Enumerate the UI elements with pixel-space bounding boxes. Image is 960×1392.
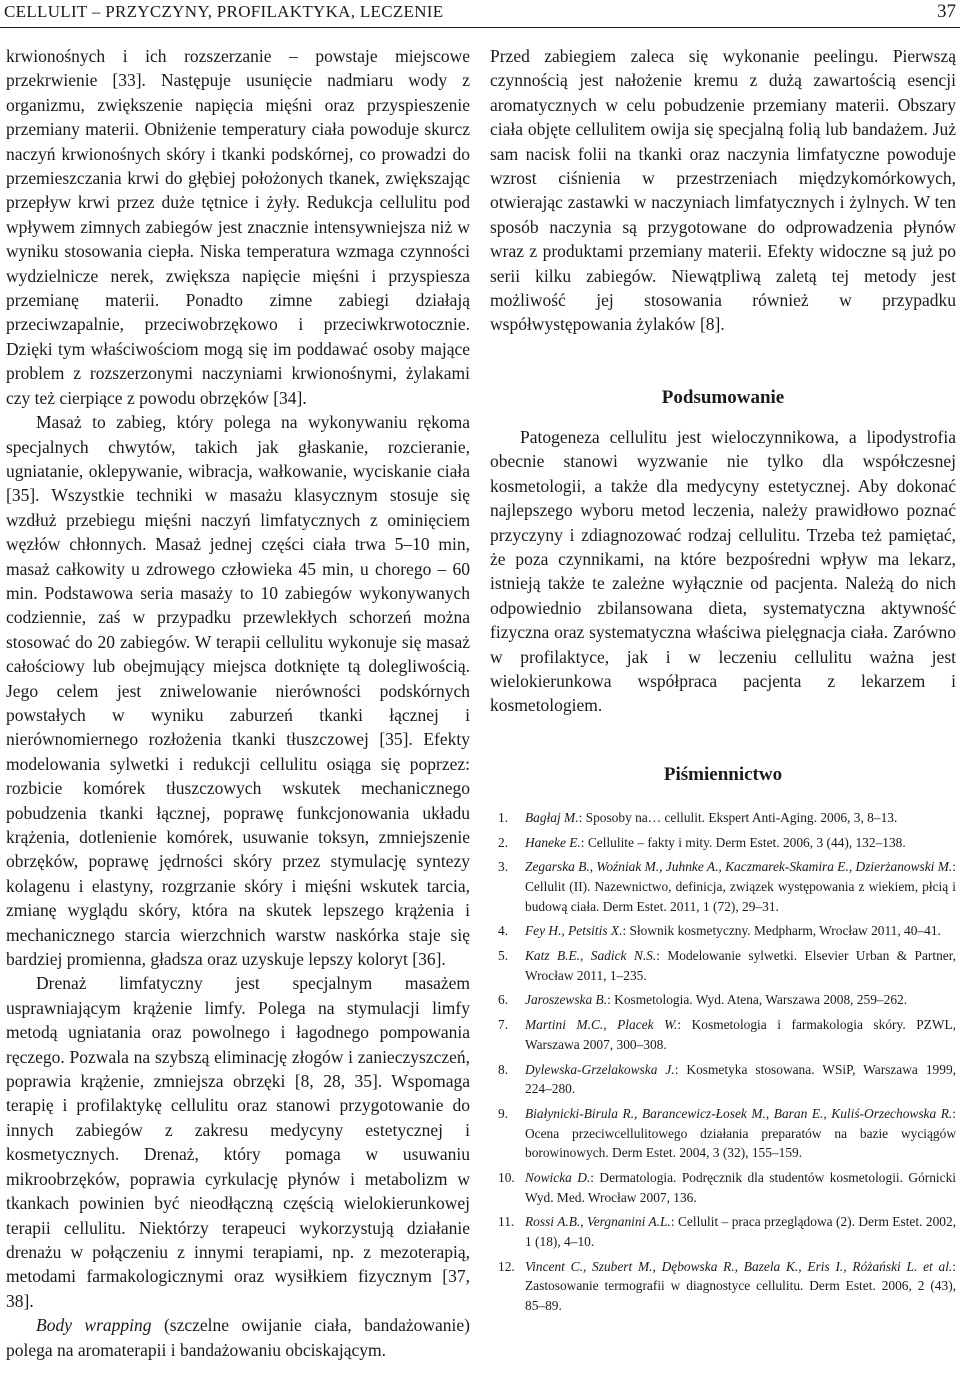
reference-item [490, 1257, 956, 1316]
reference-authors: Dylewska-Grzelakowska J. [525, 1061, 675, 1077]
reference-authors: Vincent C., Szubert M., Dębowska R., Bazela K., Eris I., Różański L. et al. [525, 1258, 953, 1274]
left-column [6, 44, 470, 1362]
right-column [490, 44, 956, 1321]
reference-authors: Rossi A.B., Vergnanini A.L. [525, 1214, 671, 1230]
reference-number: 5. [498, 948, 509, 964]
reference-number: 10. [498, 1169, 515, 1185]
paragraph-lymph-drainage: Drenaż limfatyczny jest specjalnym masażem usprawniającym krążenie limfy. Polega na stymulacji limfy metodą ugniatania oraz powolnego i łagodnego pompowania ręczego. Pozwala na szybszą eliminację złogów i zanieczyszczeń, poprawia krążenie, zmniejsza obrzęki [8, 28, 35]. Wspomaga terapię i profilaktykę cellulitu oraz stanowi przygotowanie do innych zabiegów z zakresu medycyny estetycznej i kosmetycznych. Drenaż, który pomaga w usuwaniu mikroobrzęków, poprawia cyrkulację płynów i metabolizm w tkankach powinien być nieodłączną częścią wielokierunkowej terapii cellulitu. Niektórzy terapeuci wykorzystują działanie drenażu w połączeniu z innymi terapiami, np. z mezoterapią, metodami farmakologicznymi oraz wysiłkiem fizycznym [37, 38]. [6, 973, 470, 1311]
page-number: 37 [937, 1, 956, 22]
reference-authors: Katz B.E., Sadick N.S. [525, 948, 657, 964]
reference-authors: Białynicki-Birula R., Barancewicz-Łosek M., Baran E., Kuliś-Orzechowska R. [525, 1105, 953, 1121]
reference-authors: Martini M.C., Placek W. [525, 1017, 678, 1033]
reference-item [490, 808, 956, 828]
reference-text: : Ocena przeciwcellulitowego działania preparatów na bazie wyciągów borowinowych. Derm Estet. 2004, 3 (32), 155–159. [525, 1105, 956, 1161]
reference-number: 4. [498, 923, 509, 939]
reference-text: : Kosmetologia. Wyd. Atena, Warszawa 2008, 259–262. [607, 992, 908, 1008]
references-heading: Piśmiennictwo [663, 763, 783, 785]
reference-item [490, 1104, 956, 1163]
paragraph-massage: Masaż to zabieg, który polega na wykonywaniu rękoma specjalnych chwytów, takich jak głaskanie, rozcieranie, ugniatanie, oklepywanie, wibracja, wałkowanie, wyciskanie ciała [35]. Wszystkie techniki w masażu klasycznym stosuje się wzdłuż przebiegu mięśni naczyń limfatycznych z ominięciem węzłów chłonnych. Masaż jednej części ciała trwa 5–10 min, masaż całkowity u zdrowego człowieka 45 min, u chorego – 60 min. Podstawowa seria masaży to 10 zabiegów wykonywanych codziennie, zaś w przypadku przewlekłych schorzeń można stosować do 20 zabiegów. W terapii cellulitu wykonuje się masaż całościowy lub obejmujący miejsca dotknięte tą dolegliwością. Jego celem jest zniwelowanie nierówności podskórnych powstałych w wyniku zaburzeń tkanki łącznej i nierównomiernego rozłożenia tkanki tłuszczowej [35]. Efekty modelowania sylwetki i redukcji cellulitu osiąga się poprzez: rozbicie komórek tłuszczowych wskutek mechanicznego pobudzenia tkanki łącznej, poprawę funkcjonowania układu krążenia, dotlenienie komórek, usuwanie toksyn, zmniejszenie obrzęków, poprawę jędrności skóry przez stymulację syntezy kolagenu i elastyny, rozgrzanie skóry i mięśni wskutek tarcia, zmianę wyglądu skóry, która na skutek lepszego krążenia i mechanicznego starcia wierzchnich warstw naskórka staje się bardziej promienna, gładsza oraz uzyskuje lepszy koloryt [36]. [6, 412, 470, 970]
reference-number: 6. [498, 992, 509, 1008]
paragraph-wrapping-procedure: Przed zabiegiem zaleca się wykonanie peelingu. Pierwszą czynnością jest nałożenie kremu z dużą zawartością esencji aromatycznych w celu pobudzenie przemiany materii. Obszary ciała objęte cellulitem owija się specjalną folią lub bandażem. Już sam nacisk folii na tkanki oraz naczynia limfatyczne powoduje wzrost ciśnienia w przestrzeniach międzykomórkowych, otwierając zastawki w naczyniach limfatycznych i żylnych. W ten sposób naczynia są przygotowane do odprowadzenia płynów wraz z produktami przemiany materii. Efekty widoczne są już po serii kilku zabiegów. Niewątpliwą zaletą tej metody jest możliwość jej stosowania również w przypadku współwystępowania żylaków [8]. [490, 46, 956, 335]
reference-authors: Fey H., Petsitis X. [525, 923, 623, 939]
reference-item [490, 990, 956, 1010]
reference-text: : Modelowanie sylwetki. Elsevier Urban & Partner, Wrocław 2011, 1–235. [525, 948, 956, 983]
reference-number: 9. [498, 1105, 509, 1121]
reference-number: 8. [498, 1061, 509, 1077]
running-header [0, 0, 960, 28]
reference-item [490, 1060, 956, 1099]
body-wrapping-text: (szczelne owijanie ciała, bandażowanie) polega na aromaterapii i bandażowaniu obciskającym. [6, 1315, 470, 1360]
reference-item [490, 833, 956, 853]
reference-number: 2. [498, 834, 509, 850]
reference-text: : Cellulit – praca przeglądowa (2). Derm Estet. 2002, 1 (18), 4–10. [525, 1214, 956, 1249]
reference-authors: Jaroszewska B. [525, 992, 608, 1008]
reference-number: 1. [498, 809, 509, 825]
reference-item [490, 1212, 956, 1251]
reference-text: : Sposoby na… cellulit. Ekspert Anti-Aging. 2006, 3, 8–13. [578, 809, 898, 825]
summary-heading: Podsumowanie [661, 386, 785, 408]
reference-item [490, 1168, 956, 1207]
reference-text: : Kosmetyka stosowana. WSiP, Warszawa 1999, 224–280. [525, 1061, 956, 1097]
reference-text: : Dermatologia. Podręcznik dla studentów kosmetologii. Górnicki Wyd. Med. Wrocław 2007, 136. [525, 1169, 956, 1205]
reference-item [490, 857, 956, 916]
reference-text: : Zastosowanie termografii w diagnostyce cellulitu. Derm Estet. 2006, 2 (43), 85–89. [525, 1258, 956, 1313]
reference-item [490, 946, 956, 985]
references-list [490, 808, 956, 1316]
reference-number: 12. [498, 1258, 515, 1274]
reference-number: 3. [498, 859, 509, 875]
paragraph-body-wrapping [6, 1313, 470, 1362]
summary-paragraph: Patogeneza cellulitu jest wieloczynnikowa, a lipodystrofia obecnie stanowi wyzwanie nie tylko dla współczesnej kosmetologii, a także dla medycyny estetycznej. Aby dokonać najlepszego wyboru metod leczenia, należy prawidłowo poznać przyczyny i zdiagnozować rodzaj cellulitu. Trzeba też pamiętać, że poza czynnikami, na które bezpośredni wpływ ma lekarz, istnieją także te zależne wyłącznie od pacjenta. Należą do nich odpowiednio zbilansowana dieta, systematyczna aktywność fizyczna oraz systematyczna właściwa pielęgnacja ciała. Zarówno w profilaktyce, jak i w leczeniu cellulitu ważna jest wielokierunkowa współpraca pacjenta z lekarzem i kosmetologiem. [490, 426, 956, 716]
reference-authors: Zegarska B., Woźniak M., Juhnke A., Kaczmarek-Skamira E., Dzierżanowski M. [525, 859, 953, 875]
reference-text: : Cellulit (II). Nazewnictwo, definicja, związek występowania z wiekiem, płcią i budową ciała. Derm Estet. 2011, 1 (72), 29–31. [525, 859, 956, 914]
reference-number: 7. [498, 1017, 509, 1033]
reference-text: : Cellulite – fakty i mity. Derm Estet. 2006, 3 (44), 132–138. [580, 834, 906, 850]
reference-item [490, 1015, 956, 1054]
paragraph-cold-therapy: krwionośnych i ich rozszerzanie – powstaje miejscowe przekrwienie [33]. Następuje usunięcie nadmiaru wody z organizmu, zwiększenie napięcia mięśni oraz przyspieszenie przemiany materii. Obniżenie temperatury ciała powoduje skurcz naczyń krwionośnych skóry i tkanki podskórnej, co prowadzi do przemieszczania krwi do głębiej położonych tkanek, zwiększając przepływ krwi przez duże tętnice i żyły. Redukcja cellulitu pod wpływem zimnych zabiegów jest znacznie intensywniejsza niż w wyniku stosowania ciepła. Niska temperatura wzmaga czynności wydzielnicze nerek, zwiększa napięcie mięśni i przyspiesza przemianę materii. Ponadto zimne zabiegi działają przeciwzapalnie, przeciwobrzękowo i przeciwkrwotocznie. Dzięki tym właściwościom mogą się im poddawać osoby mające problem z rozszerzonymi naczyniami krwionośnymi, żylakami czy też cierpiące z powodu obrzęków [34]. [6, 46, 470, 408]
running-title: CELLULIT – PRZYCZYNY, PROFILAKTYKA, LECZENIE [4, 2, 444, 21]
reference-text: : Słownik kosmetyczny. Medpharm, Wrocław 2011, 40–41. [622, 923, 941, 939]
reference-authors: Haneke E. [525, 834, 581, 850]
reference-authors: Bagłaj M. [525, 809, 579, 825]
reference-number: 11. [498, 1214, 515, 1230]
reference-authors: Nowicka D. [525, 1169, 591, 1185]
reference-item [490, 921, 956, 941]
reference-text: : Kosmetologia i farmakologia skóry. PZWL, Warszawa 2007, 300–308. [525, 1017, 956, 1052]
body-wrapping-term: Body wrapping [36, 1315, 152, 1336]
